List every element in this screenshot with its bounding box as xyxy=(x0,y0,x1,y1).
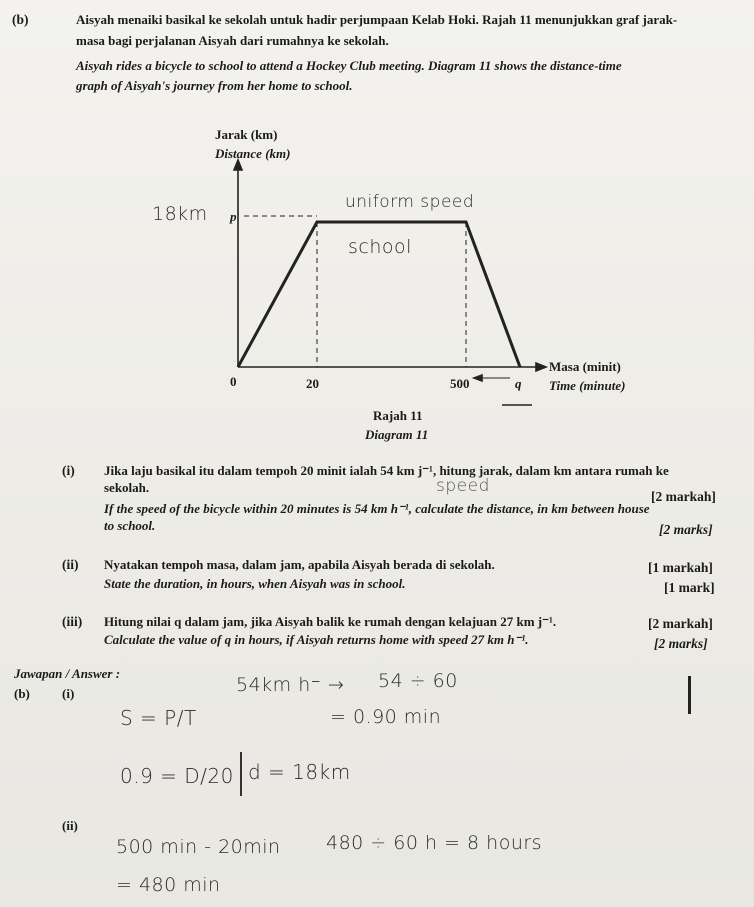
work-0-9-equation: 0.9 = D/20 xyxy=(120,764,234,788)
hand-uniform-speed: uniform speed xyxy=(345,192,475,212)
part-iii-en: Calculate the value of q in hours, if Aisyah returns home with speed 27 km h⁻¹. xyxy=(104,632,529,647)
y-label-ms: Jarak (km) xyxy=(215,127,278,142)
part-ii-marks-en: [1 mark] xyxy=(664,580,715,595)
part-i-label: (i) xyxy=(62,463,75,478)
answer-label-ii: (ii) xyxy=(62,818,78,833)
part-iii-marks-en: [2 marks] xyxy=(654,636,708,651)
intro-en-line1: Aisyah rides a bicycle to school to attend a Hockey Club meeting. Diagram 11 shows the distance-time xyxy=(76,58,622,73)
part-i-marks-en: [2 marks] xyxy=(659,522,713,537)
margin-tick-mark xyxy=(688,676,691,714)
work-480-min: = 480 min xyxy=(116,874,221,896)
work-500-minus-20: 500 min - 20min xyxy=(116,836,281,858)
origin-label: 0 xyxy=(230,374,237,389)
x-label-en: Time (minute) xyxy=(549,378,626,393)
question-label: (b) xyxy=(12,12,29,27)
q-arrow-head xyxy=(474,375,482,381)
answer-label-b: (b) xyxy=(14,686,30,701)
p-label: p xyxy=(230,209,237,224)
work-distance-18km: d = 18km xyxy=(248,760,351,784)
part-iii-marks-ms: [2 markah] xyxy=(648,616,713,631)
intro-ms-line1: Aisyah menaiki basikal ke sekolah untuk hadir perjumpaan Kelab Hoki. Rajah 11 menunjukkan graf jarak- xyxy=(76,12,678,27)
caption-en: Diagram 11 xyxy=(365,427,429,442)
caption-ms: Rajah 11 xyxy=(373,408,423,423)
work-separator xyxy=(240,752,242,796)
part-i-ms-line1: Jika laju basikal itu dalam tempoh 20 minit ialah 54 km j⁻¹, hitung jarak, dalam km antara rumah ke xyxy=(104,463,669,478)
work-speed-formula: S = P/T xyxy=(120,706,197,730)
x-tick-500: 500 xyxy=(450,376,470,391)
intro-en-line2: graph of Aisyah's journey from her home to school. xyxy=(76,78,353,93)
work-54kmh: 54km h⁻ → xyxy=(236,674,345,696)
hand-school: school xyxy=(348,236,412,258)
x-tick-20: 20 xyxy=(306,376,319,391)
work-0-90-min: = 0.90 min xyxy=(330,706,442,728)
x-label-ms: Masa (minit) xyxy=(549,359,621,374)
part-i-marks-ms: [2 markah] xyxy=(651,489,716,504)
x-axis-arrow xyxy=(536,363,546,371)
hand-18km: 18km xyxy=(152,203,208,225)
part-ii-marks-ms: [1 markah] xyxy=(648,560,713,575)
answer-label-i: (i) xyxy=(62,686,75,701)
hand-speed: speed xyxy=(436,476,490,496)
part-i-en-line2: to school. xyxy=(104,518,156,533)
y-label-en: Distance (km) xyxy=(215,146,291,161)
q-label: q xyxy=(515,376,522,391)
intro-ms-line2: masa bagi perjalanan Aisyah dari rumahnya ke sekolah. xyxy=(76,33,389,48)
part-iii-label: (iii) xyxy=(62,614,83,629)
part-ii-label: (ii) xyxy=(62,557,79,572)
answer-heading: Jawapan / Answer : xyxy=(14,666,121,681)
part-iii-ms: Hitung nilai q dalam jam, jika Aisyah balik ke rumah dengan kelajuan 27 km j⁻¹. xyxy=(104,614,557,629)
work-54-div-60: 54 ÷ 60 xyxy=(378,670,458,692)
part-ii-en: State the duration, in hours, when Aisyah was in school. xyxy=(104,576,406,591)
part-i-ms-line2: sekolah. xyxy=(104,480,150,495)
part-ii-ms: Nyatakan tempoh masa, dalam jam, apabila Aisyah berada di sekolah. xyxy=(104,557,495,572)
work-480-div-60: 480 ÷ 60 h = 8 hours xyxy=(326,832,543,854)
part-i-en-line1: If the speed of the bicycle within 20 minutes is 54 km h⁻¹, calculate the distance, in km between house xyxy=(104,501,650,516)
